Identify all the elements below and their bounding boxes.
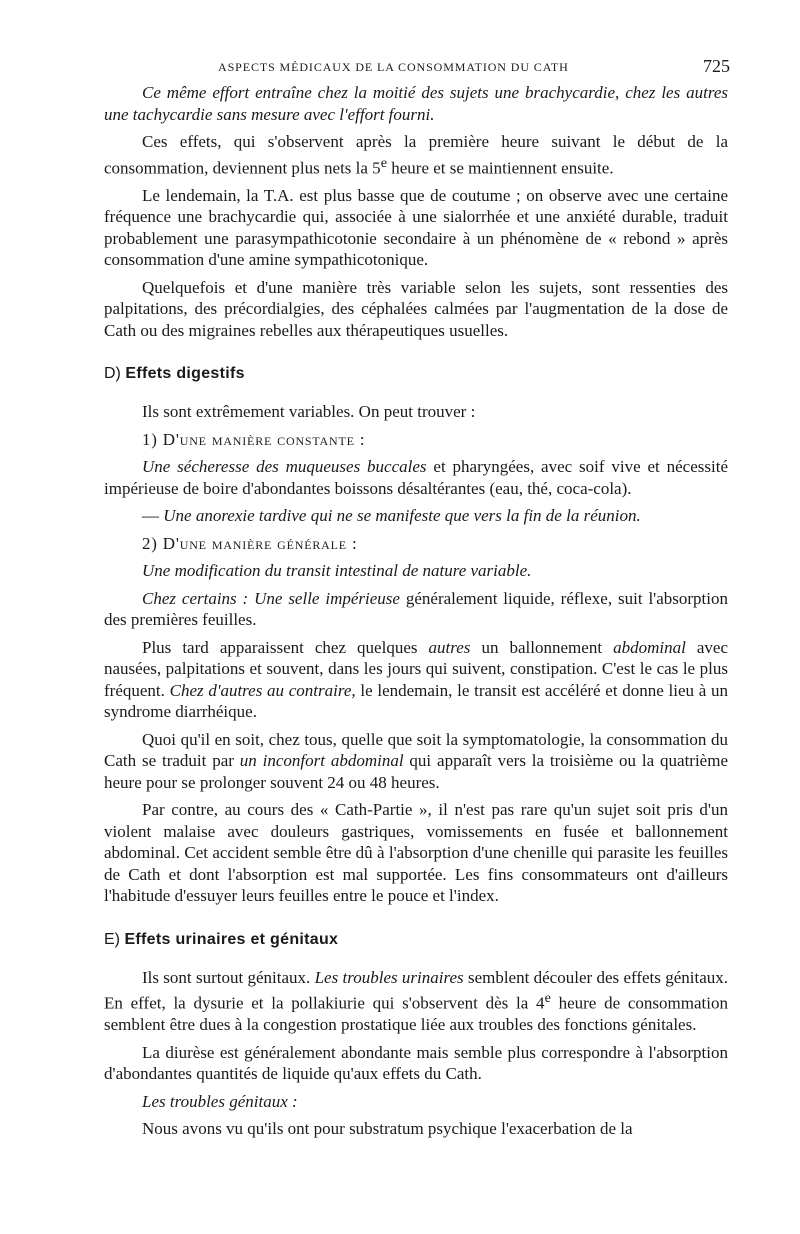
section-e-paragraph-4: Nous avons vu qu'ils ont pour substratum psychique l'exacerbation de la: [142, 1119, 633, 1139]
section-e-paragraph-1: Ils sont surtout génitaux. Les troubles urinaires semblent découler des effets génitaux. En effet, la dysurie et la pollakiurie qui s'observent dès la 4e heure de consommation semblent être dues à la congestion prostatique liée aux troubles des fonctions génitales.: [104, 967, 728, 1035]
section-e-paragraph-3: Les troubles génitaux :: [142, 1091, 298, 1111]
section-d-paragraph-1: Ils sont extrêmement variables. On peut trouver :: [142, 402, 476, 422]
superscript: e: [544, 990, 551, 1007]
section-d-paragraph-4: Une modification du transit intestinal de nature variable.: [142, 561, 532, 581]
intro-paragraph-2: Ces effets, qui s'observent après la première heure suivant le début de la consommation, deviennent plus nets la 5e heure et se maintiennent ensuite.: [104, 132, 728, 178]
running-title: ASPECTS MÉDICAUX DE LA CONSOMMATION DU CATH: [218, 60, 569, 74]
intro-paragraph-3: Le lendemain, la T.A. est plus basse que de coutume ; on observe avec une certaine fréquence une brachycardie qui, associée à une sialorrhée et une anxiété durable, traduit probablement une parasympathicotonie secondaire à un phénomène de « rebond » après consommation d'une amine sympathicotonique.: [104, 185, 728, 270]
section-heading-d: D) Effets digestifs: [104, 365, 245, 383]
intro-paragraph-4: Quelquefois et d'une manière très variable selon les sujets, sont ressenties des palpitations, des précordialgies, des céphalées calmées par l'augmentation de la dose de Cath ou des migraines rebelles aux thérapeutiques usuelles.: [104, 277, 728, 340]
subheading-constant: 1) D'une manière constante :: [142, 429, 366, 449]
italic-text: Ce même effort entraîne chez la moitié des sujets une brachycardie, chez les autres une tachycardie sans mesure avec l'effort fourni.: [104, 83, 728, 124]
section-d-paragraph-5: Chez certains : Une selle impérieuse généralement liquide, réflexe, suit l'absorption des premières feuilles.: [104, 588, 729, 630]
section-d-paragraph-8: Par contre, au cours des « Cath-Partie », il n'est pas rare qu'un sujet soit pris d'un violent malaise avec douleurs gastriques, vomissements en fusée et ballonnement abdominal. Cet accident semble être dû à l'absorption d'une chenille qui parasite les feuilles de Cath et dont l'absorption est mal supportée. Les fins consommateurs ont d'ailleurs l'habitude d'essuyer leurs feuilles entre le pouce et l'index.: [104, 800, 728, 906]
page-number: 725: [703, 56, 730, 76]
subheading-general: 2) D'une manière générale :: [142, 533, 358, 553]
document-page: [104, 52, 728, 1146]
section-d-paragraph-3: — Une anorexie tardive qui ne se manifeste que vers la fin de la réunion.: [142, 506, 641, 526]
page-header: [104, 52, 728, 82]
section-e-paragraph-2: La diurèse est généralement abondante mais semble plus correspondre à l'absorption d'abondantes quantités de liquide qu'aux effets du Cath.: [104, 1042, 728, 1084]
section-d-paragraph-7: Quoi qu'il en soit, chez tous, quelle que soit la symptomatologie, la consommation du Cath se traduit par un inconfort abdominal qui apparaît vers la troisième ou la quatrième heure pour se prolonger souvent 24 ou 48 heures.: [104, 729, 728, 792]
intro-paragraph-1: [104, 82, 728, 125]
section-d-paragraph-2: Une sécheresse des muqueuses buccales et pharyngées, avec soif vive et nécessité impérieuse de boire d'abondantes boissons désaltérantes (eau, thé, coca-cola).: [104, 457, 728, 498]
section-heading-e: E) Effets urinaires et génitaux: [104, 930, 339, 948]
superscript: e: [380, 154, 387, 171]
section-d-paragraph-6: Plus tard apparaissent chez quelques autres un ballonnement abdominal avec nausées, palpitations et souvent, dans les jours qui suivent, constipation. C'est le cas le plus fréquent. Chez d'autres au contraire, le lendemain, le transit est accéléré et donne lieu à un syndrome diarrhéique.: [104, 637, 729, 722]
